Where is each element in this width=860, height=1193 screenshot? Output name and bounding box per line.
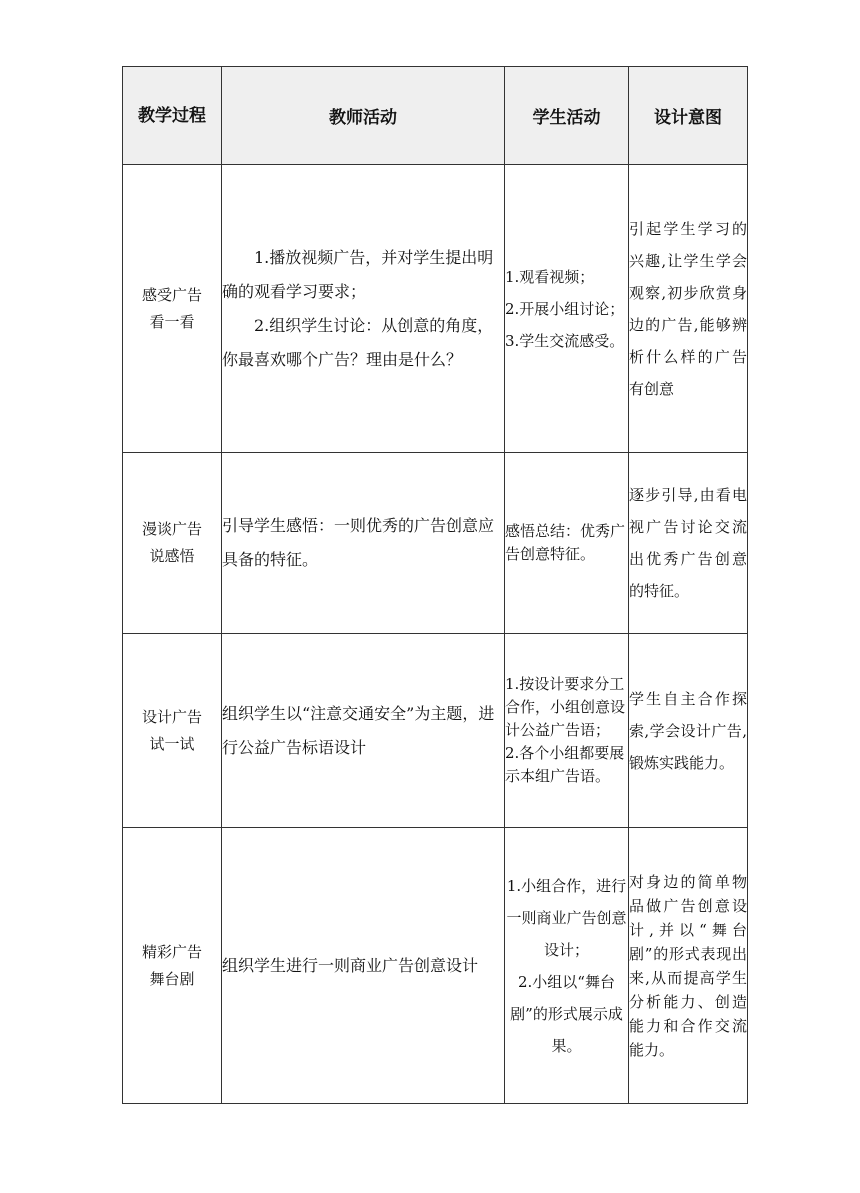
teacher-activity-cell: 组织学生以“注意交通安全”为主题，进行公益广告标语设计 (222, 634, 505, 828)
header-design: 设计意图 (629, 67, 748, 165)
stage-cell: 设计广告 试一试 (123, 634, 222, 828)
design-intent-cell: 学生自主合作探索,学会设计广告,锻炼实践能力。 (629, 634, 748, 828)
table-row (123, 453, 748, 634)
header-teacher: 教师活动 (222, 67, 505, 165)
teacher-activity-cell: 组织学生进行一则商业广告创意设计 (222, 828, 505, 1104)
design-intent-cell: 引起学生学习的兴趣,让学生学会观察,初步欣赏身边的广告,能够辨析什么样的广告有创意 (629, 165, 748, 453)
student-activity-cell: 1.观看视频； 2.开展小组讨论； 3.学生交流感受。 (505, 165, 629, 453)
stage-cell: 感受广告 看一看 (123, 165, 222, 453)
lesson-plan-table (122, 66, 748, 1104)
student-activity-cell: 1.按设计要求分工合作，小组创意设计公益广告语； 2.各个小组都要展示本组广告语。 (505, 634, 629, 828)
design-intent-cell: 逐步引导,由看电视广告讨论交流出优秀广告创意的特征。 (629, 453, 748, 634)
stage-cell: 精彩广告 舞台剧 (123, 828, 222, 1104)
table-row (123, 165, 748, 453)
header-process: 教学过程 (123, 67, 222, 165)
table-row (123, 828, 748, 1104)
stage-cell: 漫谈广告 说感悟 (123, 453, 222, 634)
header-student: 学生活动 (505, 67, 629, 165)
teacher-activity-cell: 1.播放视频广告，并对学生提出明确的观看学习要求； 2.组织学生讨论：从创意的角度，你最喜欢哪个广告？理由是什么？ (222, 165, 505, 453)
table-row (123, 634, 748, 828)
student-activity-cell: 1.小组合作，进行一则商业广告创意设计； 2.小组以“舞台剧”的形式展示成果。 (505, 828, 629, 1104)
student-activity-cell: 感悟总结：优秀广告创意特征。 (505, 453, 629, 634)
teacher-activity-cell: 引导学生感悟：一则优秀的广告创意应具备的特征。 (222, 453, 505, 634)
header-row (123, 67, 748, 165)
design-intent-cell: 对身边的简单物品做广告创意设计,并以“舞台剧”的形式表现出来,从而提高学生分析能力、创造能力和合作交流能力。 (629, 828, 748, 1104)
